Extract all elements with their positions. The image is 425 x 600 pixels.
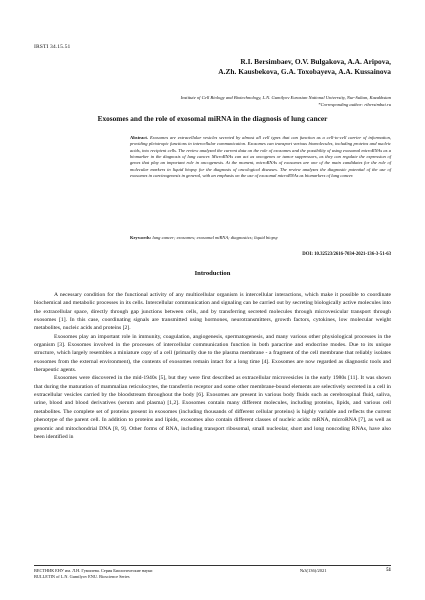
- introduction-body: [34, 291, 391, 441]
- keywords-text: lung cancer; exosomes; exosomal miRNA; diagnostics; liquid biopsy: [152, 235, 278, 240]
- doi: DOI: 10.32523/2616-7034-2021-136-3-51-63: [302, 252, 391, 257]
- corresponding-author: *Corresponding author: ribersimbai.ru: [318, 101, 391, 107]
- journal-name: [34, 568, 152, 580]
- abstract-text: Exosomes are extracellular vesicles secreted by almost all cell types that can function as a cell-to-cell carrier of information, providing pleiotropic functions in intercellular communication. Exosomes can transport various biomolecules, including proteins and nucleic acids, into recipient cells. The review analyzed the current data on the role of exosomes and the possibility of using exosomal microRNAs as a biomarker in the diagnosis of lung cancer. MicroRNAs can act as oncogenes or tumor suppressors, as they can regulate the expression of genes that play an important role in oncogenesis. At the moment, microRNAs of exosomes are one of the main candidates for the role of molecular markers in liquid biopsy for the diagnosis of oncological diseases. The review analyzes the diagnostic potential of the use of exosomes in carcinogenesis in general, with an emphasis on the use of exosomal microRNAs as biomarkers of lung cancer.: [130, 135, 391, 179]
- issue-number: №3(136)/2021: [300, 568, 327, 573]
- abstract: [130, 135, 391, 179]
- paragraph: A necessary condition for the functional activity of any multicellular organism is intercellular interactions, which make it possible to coordinate biochemical and metabolic processes in its cells. Intercellular communication and signaling can be carried out by secreting biologically active molecules into the extracellular space, directly through gap junctions between cells, and by transferring secreted molecules through microvesicular transport through exosomes [1]. In this case, coordinating signals are transmitted using hormones, neurotransmitters, growth factors, cytokines, low molecular weight metabolites, nucleic acids and proteins [2].: [34, 292, 391, 332]
- affiliation: [80, 95, 391, 108]
- journal-name-ru: ВЕСТНИК ЕНУ им. Л.Н. Гумилева. Серия Биологические науки: [34, 568, 153, 573]
- section-heading-introduction: Introduction: [194, 270, 231, 277]
- paragraph: Exosomes were discovered in the mid-1940s [5], but they were first described as extracellular microvesicles in the early 1980s [11]. It was shown that during the maturation of mammalian reticulocytes, the transferrin receptor and some other membrane-bound elements are selectively secreted in a cell in extracellular vesicles carried by the bloodstream throughout the body [6]. Exosomes are present in various body fluids such as cerebrospinal fluid, saliva, urine, blood and blood derivatives (serum and plasma) [1,2]. Exosomes contain many different molecules, including proteins, lipids, and various cell metabolites. The complete set of proteins present in exosomes (including thousands of different cellular proteins) is highly variable and reflects the current phenotype of the parent cell. In addition to proteins and lipids, exosomes also contain different classes of nucleic acids: mRNA, microRNA [7], as well as genomic and mitochondrial DNA [8, 9]. Other forms of RNA, including transport ribosomal, small nucleolar, short and long noncoding RNAs, have also been identified in: [34, 375, 391, 440]
- paragraph: Exosomes play an important role in immunity, coagulation, angiogenesis, spermatogenesis, and many various other physiological processes in the organism [3]. Exosomes involved in the processes of intercellular communication function in both paracrine and endocrine modes. Due to its unique structure, which largely resembles a miniature copy of a cell (primarily due to the plasma membrane - a fragment of the cell membrane that reliably isolates exosomes from the external environment), the contents of exosomes remain intact for a long time [4]. Exosomes are now regarded as diagnostic tools and therapeutic agents.: [34, 333, 391, 374]
- article-title: Exosomes and the role of exosomal miRNA in the diagnosis of lung cancer: [97, 114, 328, 123]
- author-list: [0, 57, 391, 77]
- affiliation-line-1: Institute of Cell Biology and Biotechnology, L.N. Gumilyov Eurasian National University, Nur-Sultan, Kazakhstan: [180, 95, 391, 100]
- authors-line-2: A.Zh. Kausbekova, G.A. Toxobayeva, A.A. Kussainova: [218, 67, 391, 76]
- authors-line-1: R.I. Bersimbaev, O.V. Bulgakova, A.A. Aripova,: [240, 57, 391, 66]
- journal-name-en: BULLETIN of L.N. Gumilyov ENU. Bioscience Series: [34, 574, 130, 579]
- irsti-code: IRSTI 34.15.51: [34, 44, 71, 50]
- keywords-label: Keywords:: [130, 235, 152, 240]
- abstract-label: Abstract.: [130, 135, 149, 140]
- keywords: [130, 235, 391, 241]
- page-number: 51: [386, 568, 391, 573]
- footer-divider: [34, 565, 391, 566]
